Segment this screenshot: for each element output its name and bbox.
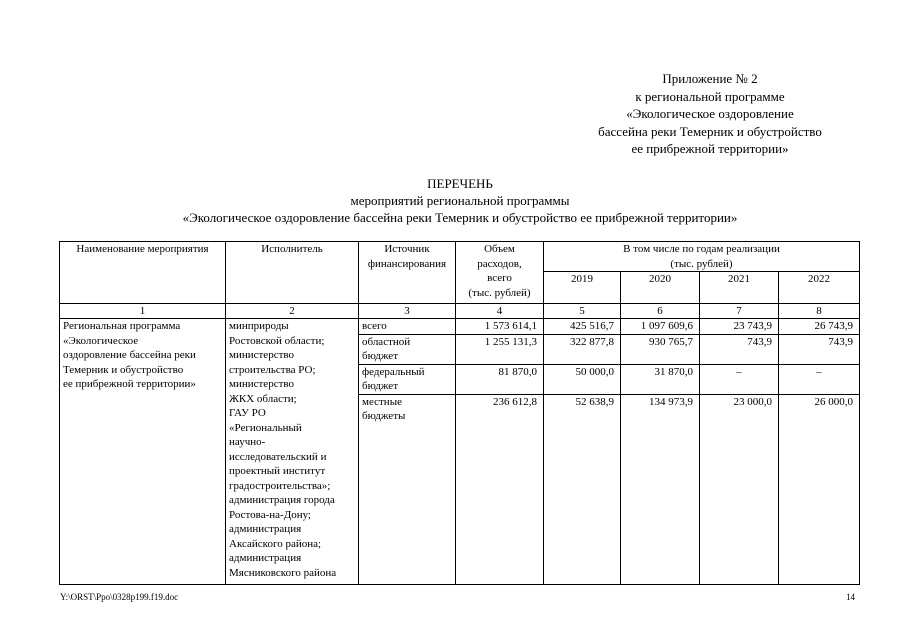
header-volume-line: (тыс. рублей): [468, 286, 531, 299]
executor-line: строительства РО;: [229, 363, 316, 376]
executor-line: Аксайского района;: [229, 537, 322, 550]
year-2019-cell: 322 877,8: [544, 334, 621, 364]
year-2020-cell: 134 973,9: [621, 394, 700, 584]
year-2020-cell: 930 765,7: [621, 334, 700, 364]
column-number: 5: [544, 304, 621, 319]
document-heading: [60, 175, 860, 226]
header-volume: [456, 242, 544, 304]
header-volume-line: всего: [487, 272, 512, 284]
source-line: областной: [362, 335, 411, 348]
appendix-line: бассейна реки Темерник и обустройство: [598, 123, 822, 139]
executor-line: Ростова-на-Дону;: [229, 508, 311, 521]
header-years-line: В том числе по годам реализации: [623, 243, 780, 255]
column-number: 7: [700, 304, 779, 319]
column-number: 3: [359, 304, 456, 319]
appendix-line: Приложение № 2: [662, 71, 758, 86]
total-cell: 236 612,8: [456, 394, 544, 584]
total-cell: 1 573 614,1: [456, 319, 544, 335]
executor-line: министерство: [229, 378, 295, 390]
header-year-2022: 2022: [779, 272, 860, 304]
header-years-line: (тыс. рублей): [670, 257, 733, 270]
event-name-cell: [60, 319, 226, 585]
event-name-line: оздоровление бассейна реки: [63, 349, 196, 361]
source-line: бюджет: [362, 350, 398, 362]
header-year-2021: 2021: [700, 272, 779, 304]
source-line: бюджеты: [362, 410, 406, 422]
header-source: [359, 242, 456, 304]
appendix-line: к региональной программе: [635, 88, 785, 104]
event-name-line: Темерник и обустройство: [63, 363, 184, 376]
year-2021-cell: 23 000,0: [700, 394, 779, 584]
column-number: 4: [456, 304, 544, 319]
year-2022-cell: 26 000,0: [779, 394, 860, 584]
executor-line: градостроительства»;: [229, 479, 331, 492]
column-number: 8: [779, 304, 860, 319]
appendix-line: ее прибрежной территории»: [631, 141, 789, 156]
event-name-line: Региональная программа: [63, 320, 181, 332]
source-cell: [359, 364, 456, 394]
source-line: местные: [362, 395, 402, 408]
total-cell: 81 870,0: [456, 364, 544, 394]
header-event: Наименование мероприятия: [60, 242, 226, 304]
year-2019-cell: 425 516,7: [544, 319, 621, 335]
source-cell: [359, 394, 456, 584]
header-year-2020: 2020: [621, 272, 700, 304]
column-numbers-row: [60, 304, 860, 319]
header-source-line: Источник: [384, 243, 430, 255]
executor-line: ЖКХ области;: [229, 392, 297, 405]
source-line: бюджет: [362, 380, 398, 392]
executor-line: администрация: [229, 552, 302, 564]
column-number: 2: [226, 304, 359, 319]
header-executor: Исполнитель: [226, 242, 359, 304]
executor-line: исследовательский и: [229, 450, 327, 463]
executor-line: «Региональный: [229, 421, 302, 434]
year-2021-cell: 23 743,9: [700, 319, 779, 335]
executor-line: ГАУ РО: [229, 407, 266, 419]
column-number: 1: [60, 304, 226, 319]
source-cell: [359, 334, 456, 364]
year-2022-cell: 743,9: [779, 334, 860, 364]
source-cell: [359, 319, 456, 335]
source-line: федеральный: [362, 365, 425, 378]
year-2022-cell: 26 743,9: [779, 319, 860, 335]
header-years-group: [544, 242, 860, 272]
document-subtitle: мероприятий региональной программы: [350, 193, 570, 208]
year-2019-cell: 50 000,0: [544, 364, 621, 394]
executor-line: научно-: [229, 436, 266, 448]
executor-line: министерство: [229, 349, 295, 361]
header-volume-line: Объем: [484, 243, 515, 255]
year-2021-cell: 743,9: [700, 334, 779, 364]
executor-line: минприроды: [229, 320, 289, 332]
footer-page-number: 14: [846, 592, 855, 602]
document-title: ПЕРЕЧЕНЬ: [427, 176, 493, 191]
year-2022-cell: –: [779, 364, 860, 394]
year-2020-cell: 1 097 609,6: [621, 319, 700, 335]
year-2021-cell: –: [700, 364, 779, 394]
appendix-line: «Экологическое оздоровление: [626, 106, 794, 121]
executor-line: Мясниковского района: [229, 566, 337, 579]
year-2020-cell: 31 870,0: [621, 364, 700, 394]
executor-line: администрация: [229, 523, 302, 535]
column-number: 6: [621, 304, 700, 319]
header-volume-line: расходов,: [477, 257, 522, 270]
total-cell: 1 255 131,3: [456, 334, 544, 364]
appendix-header: [560, 70, 860, 158]
event-name-line: «Экологическое: [63, 334, 139, 347]
events-table: [59, 241, 860, 585]
program-name: «Экологическое оздоровление бассейна реки Темерник и обустройство ее прибрежной территории»: [182, 210, 738, 225]
executor-line: проектный институт: [229, 465, 326, 477]
executor-cell: [226, 319, 359, 585]
executor-line: Ростовской области;: [229, 334, 325, 347]
footer-file-path: Y:\ORST\Ppo\0328p199.f19.doc: [60, 592, 179, 602]
table-row: [60, 319, 860, 335]
year-2019-cell: 52 638,9: [544, 394, 621, 584]
executor-line: администрация города: [229, 494, 335, 506]
event-name-line: ее прибрежной территории»: [63, 378, 196, 390]
header-year-2019: 2019: [544, 272, 621, 304]
source-line: всего: [362, 320, 387, 332]
header-source-line: финансирования: [367, 257, 447, 270]
